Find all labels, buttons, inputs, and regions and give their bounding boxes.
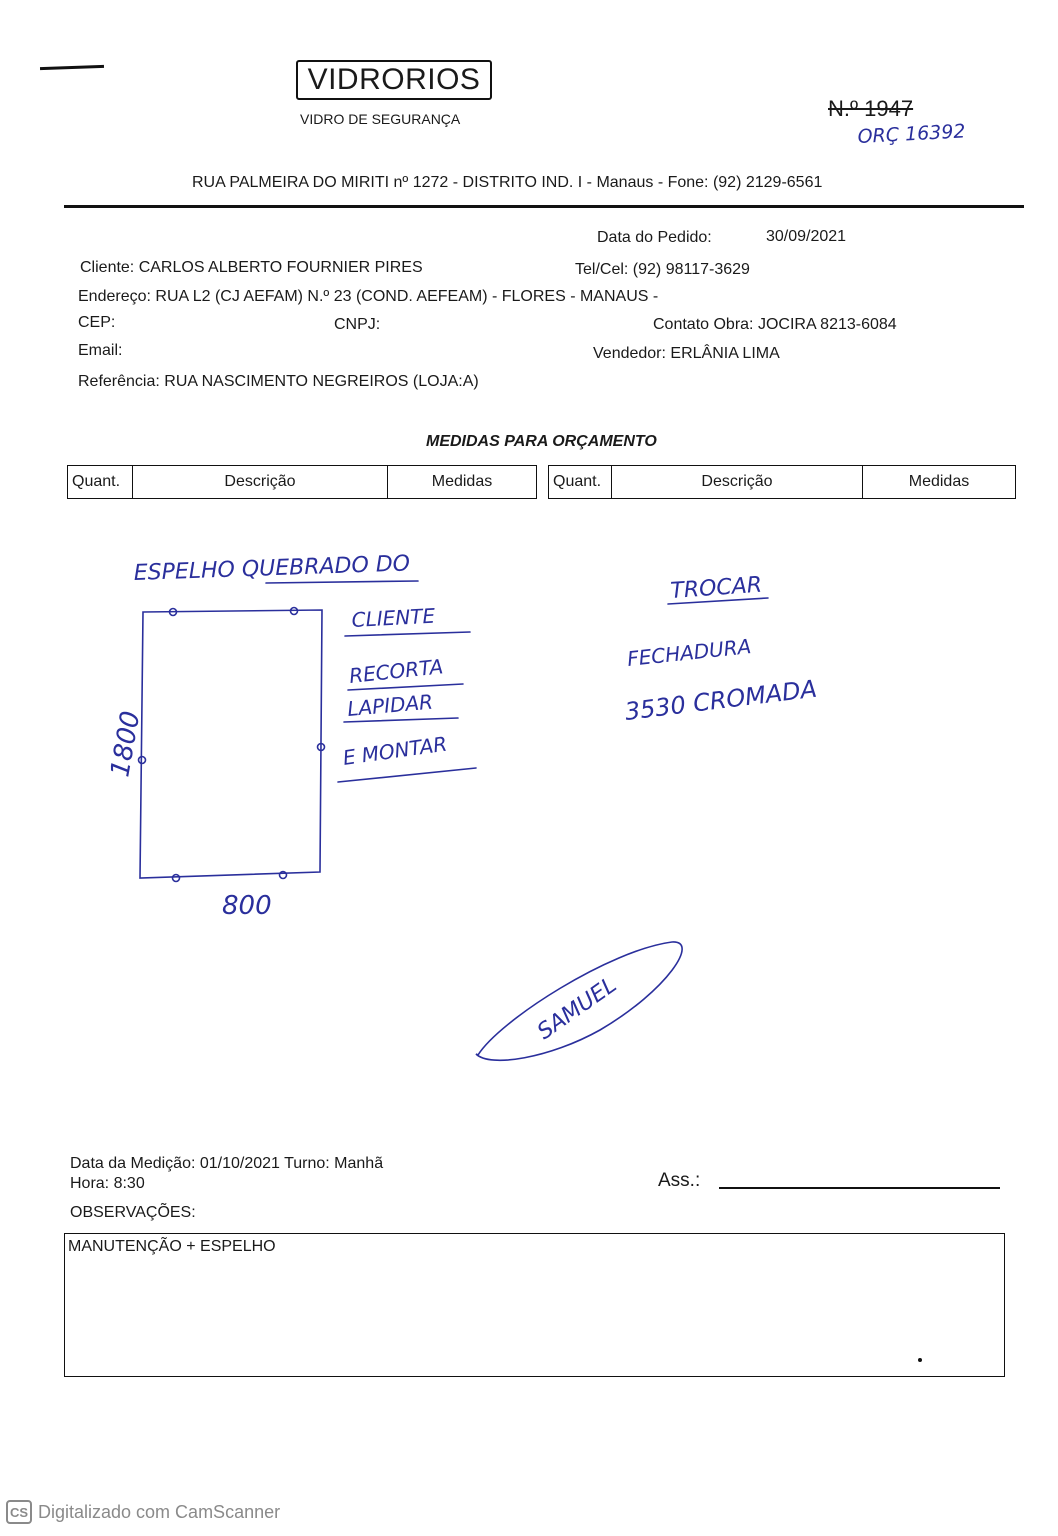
observations-text: MANUTENÇÃO + ESPELHO [68, 1238, 276, 1255]
measurement-date: Data da Medição: 01/10/2021 Turno: Manhã [70, 1155, 384, 1172]
company-address: RUA PALMEIRA DO MIRITI nº 1272 - DISTRITO IND. I - Manaus - Fone: (92) 2129-6561 [192, 174, 823, 191]
seller-name: Vendedor: ERLÂNIA LIMA [593, 345, 780, 362]
logo-subtitle: VIDRO DE SEGURANÇA [300, 111, 461, 127]
measurement-time: Hora: 8:30 [70, 1175, 145, 1192]
order-date-value: 30/09/2021 [766, 228, 847, 245]
company-logo: VIDRORIOS [296, 60, 492, 100]
hand-right3: 3530 CROMADA [623, 674, 819, 726]
hand-height: 1800 [105, 708, 147, 780]
observations-label: OBSERVAÇÕES: [70, 1204, 196, 1221]
col-description: Descrição [133, 466, 388, 498]
hand-line3: RECORTA [348, 654, 445, 688]
hand-line1: ESPELHO QUEBRADO DO [133, 551, 411, 586]
client-address: Endereço: RUA L2 (CJ AEFAM) N.º 23 (COND. AEFEAM) - FLORES - MANAUS - [78, 288, 659, 305]
hand-line2: CLIENTE [351, 603, 436, 632]
client-name: Cliente: CARLOS ALBERTO FOURNIER PIRES [80, 259, 423, 276]
camscanner-icon: CS [6, 1500, 32, 1524]
col-quant: Quant. [549, 466, 612, 498]
hand-line5: E MONTAR [341, 731, 449, 770]
signature-line [719, 1187, 1000, 1189]
order-number-struck: N.º 1947 [828, 96, 914, 121]
col-description: Descrição [612, 466, 863, 498]
scanner-watermark [6, 1500, 280, 1524]
ink-dot [918, 1358, 922, 1362]
hand-width: 800 [222, 891, 272, 921]
cnpj-label: CNPJ: [334, 316, 381, 333]
hand-ref: ORÇ 16392 [857, 120, 967, 148]
signature-label: Ass.: [658, 1170, 701, 1191]
hand-right1: TROCAR [669, 572, 763, 604]
col-measures: Medidas [908, 473, 970, 490]
cep-label: CEP: [78, 314, 116, 331]
col-measures: Medidas [431, 473, 493, 490]
client-phone: Tel/Cel: (92) 98117-3629 [575, 261, 750, 278]
scanner-text: Digitalizado com CamScanner [38, 1501, 281, 1522]
measures-title: MEDIDAS PARA ORÇAMENTO [426, 433, 657, 450]
site-contact: Contato Obra: JOCIRA 8213-6084 [653, 316, 897, 333]
email-label: Email: [78, 342, 123, 359]
reference: Referência: RUA NASCIMENTO NEGREIROS (LOJA:A) [78, 373, 479, 390]
observations-box [64, 1233, 1005, 1377]
hand-right2: FECHADURA [626, 634, 753, 671]
order-date-label: Data do Pedido: [597, 229, 712, 246]
col-quant: Quant. [68, 466, 133, 498]
hand-line4: LAPIDAR [346, 689, 434, 721]
hand-signature: SAMUEL [533, 972, 622, 1045]
